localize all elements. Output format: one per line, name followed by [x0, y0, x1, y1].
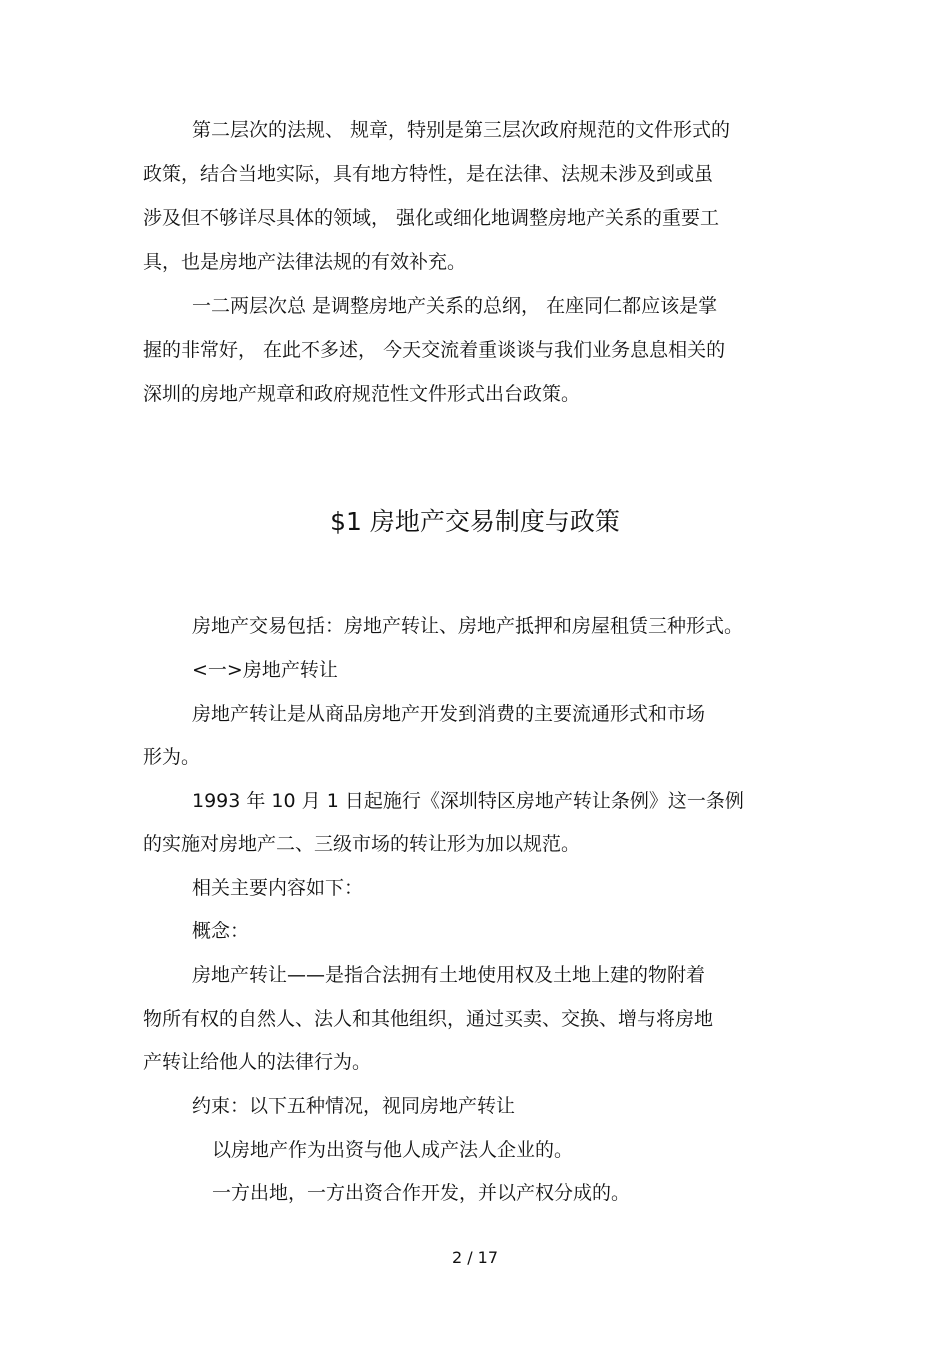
definition-line-3: 产转让给他人的法律行为。	[143, 1051, 372, 1073]
paragraph-4-line-2: 的实施对房地产二、三级市场的转让形为加以规范。	[143, 833, 581, 855]
paragraph-2-line-3: 深圳的房地产规章和政府规范性文件形式出台政策。	[143, 383, 581, 405]
paragraph-2-line-1: 一二两层次总 是调整房地产关系的总纲， 在座同仁都应该是掌	[192, 295, 718, 317]
list-item: 以房地产作为出资与他人成产法人企业的。	[212, 1139, 574, 1161]
section-title: $1 房地产交易制度与政策	[330, 507, 620, 536]
constraint-line: 约束：以下五种情况，视同房地产转让	[192, 1095, 516, 1117]
subheading-transfer: <一>房地产转让	[192, 659, 338, 681]
concept-label: 概念：	[192, 920, 250, 942]
definition-line-2: 物所有权的自然人、法人和其他组织，通过买卖、交换、增与将房地	[143, 1008, 714, 1030]
related-content-label: 相关主要内容如下：	[192, 877, 364, 899]
paragraph-1-line-2: 政策，结合当地实际，具有地方特性，是在法律、法规未涉及到或虽	[143, 163, 714, 185]
paragraph-3-line-2: 形为。	[143, 746, 201, 768]
paragraph-2-line-2: 握的非常好， 在此不多述， 今天交流着重谈谈与我们业务息息相关的	[143, 339, 726, 361]
paragraph-1-line-3: 涉及但不够详尽具体的领域， 强化或细化地调整房地产关系的重要工	[143, 207, 720, 229]
paragraph-4-line-1: 1993 年 10 月 1 日起施行《深圳特区房地产转让条例》这一条例	[192, 790, 744, 812]
intro-line: 房地产交易包括：房地产转让、房地产抵押和房屋租赁三种形式。	[192, 615, 744, 637]
paragraph-1-line-4: 具，也是房地产法律法规的有效补充。	[143, 251, 467, 273]
definition-line-1: 房地产转让——是指合法拥有土地使用权及土地上建的物附着	[192, 964, 706, 986]
page-number: 2 / 17	[451, 1248, 499, 1267]
paragraph-1-line-1: 第二层次的法规、 规章，特别是第三层次政府规范的文件形式的	[192, 119, 731, 141]
list-item: 一方出地，一方出资合作开发，并以产权分成的。	[212, 1182, 631, 1204]
paragraph-3-line-1: 房地产转让是从商品房地产开发到消费的主要流通形式和市场	[192, 703, 706, 725]
